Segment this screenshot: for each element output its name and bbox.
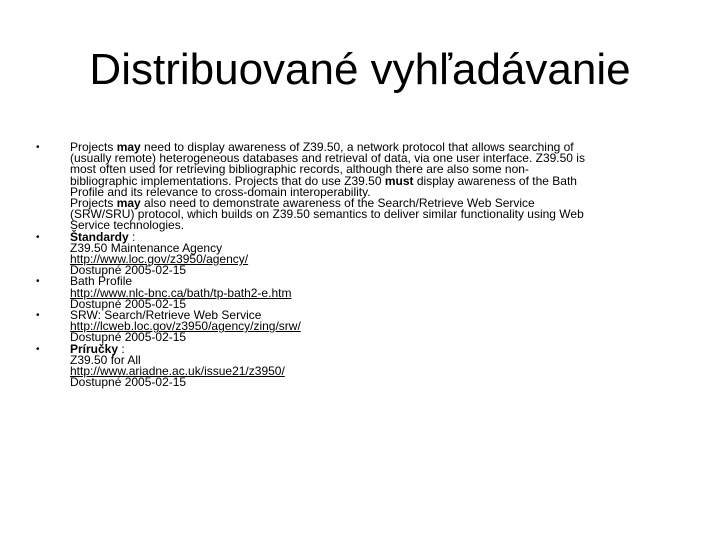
resource-link[interactable]: http://www.loc.gov/z3950/agency/: [70, 252, 249, 267]
heading-suffix: :: [118, 341, 125, 356]
paragraph-line: (usually remote) heterogeneous databases and retrieval of data, via one user interface. Z39.50 is: [70, 151, 585, 166]
resource-name: Z39.50 for All: [70, 352, 141, 367]
list-item: [36, 229, 685, 278]
slide-title: Distribuované vyhľadávanie: [89, 45, 631, 94]
section-heading: [70, 341, 685, 356]
paragraph-line: most often used for retrieving bibliographic records, although there are also some non-: [70, 162, 529, 177]
list-item: [36, 274, 685, 311]
availability-date: Dostupné 2005-02-15: [70, 330, 187, 345]
text-run: need to display awareness of Z39.50, a network protocol that allows searching of: [140, 140, 574, 154]
paragraph-line: (SRW/SRU) protocol, which builds on Z39.50 semantics to deliver similar functionality using Web: [70, 207, 584, 222]
heading-suffix: :: [128, 229, 136, 244]
text-run: bibliographic implementations. Projects that do use Z39.50: [70, 173, 385, 188]
resource-link[interactable]: http://lcweb.loc.gov/z3950/agency/zing/srw/: [70, 319, 301, 334]
emphasis-text: must: [384, 173, 414, 188]
text-run: Projects: [70, 196, 117, 211]
list-item: [36, 341, 685, 390]
emphasis-text: may: [116, 196, 141, 211]
bullet-list: [36, 140, 685, 390]
bullet-icon: •: [36, 310, 40, 322]
resource-link[interactable]: http://www.nlc-bnc.ca/bath/tp-bath2-e.htm: [70, 285, 292, 300]
bullet-icon: •: [36, 276, 40, 288]
paragraph-line: Profile and its relevance to cross-domain interoperability.: [70, 184, 371, 199]
heading-text: Príručky: [70, 341, 119, 356]
bullet-icon: •: [36, 231, 40, 243]
heading-text: Štandardy: [70, 229, 129, 244]
text-run: display awareness of the Bath: [413, 173, 577, 188]
paragraph-line: Service technologies.: [70, 218, 185, 233]
list-item: [36, 308, 685, 345]
bullet-icon: •: [36, 343, 40, 355]
bullet-icon: •: [36, 142, 40, 153]
text-run: also need to demonstrate awareness of the Search/Retrieve Web Service: [140, 196, 535, 211]
resource-link[interactable]: http://www.ariadne.ac.uk/issue21/z3950/: [70, 364, 285, 379]
resource-name: Z39.50 Maintenance Agency: [70, 240, 223, 255]
text-run: Projects: [70, 140, 117, 154]
emphasis-text: may: [116, 140, 141, 154]
resource-name: Bath Profile: [70, 274, 133, 289]
availability-date: Dostupné 2005-02-15: [70, 263, 187, 278]
resource-name: SRW: Search/Retrieve Web Service: [70, 308, 262, 323]
availability-date: Dostupné 2005-02-15: [70, 375, 187, 390]
availability-date: Dostupné 2005-02-15: [70, 296, 187, 311]
list-item: [36, 140, 685, 233]
